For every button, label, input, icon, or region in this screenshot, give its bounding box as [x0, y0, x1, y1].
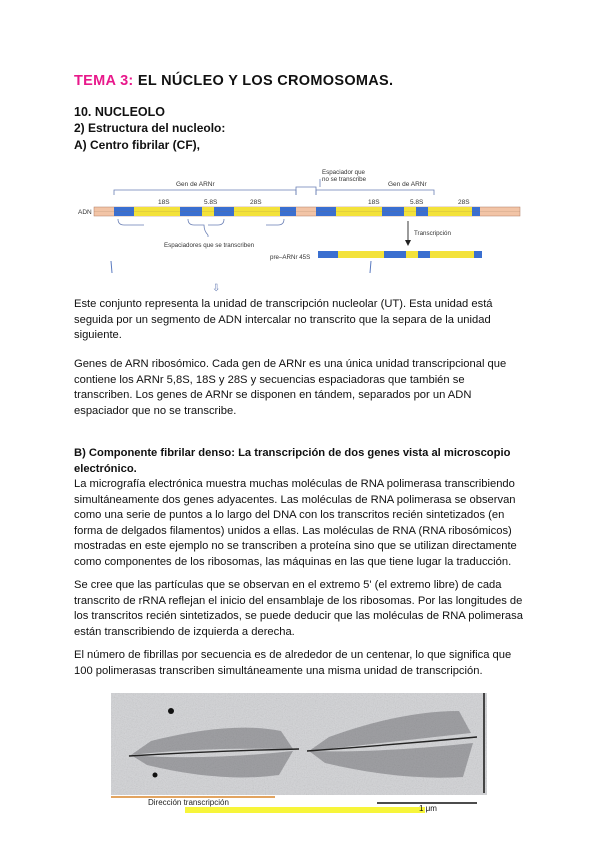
- paragraph-particles: Se cree que las partículas que se observan en el extremo 5' (el extremo libre) de cada transcrito de rRNA reflejan el inicio del ensamblaje de los ribosomas. Por las longitudes de los transcritos recién sintetizados, se puede deducir que las moléculas de RNA polimerasa están transcribiendo de izquierda a derecha.: [74, 579, 523, 638]
- spacer-label-2: no se transcribe: [322, 176, 367, 183]
- stray-mark-left: [111, 261, 112, 273]
- down-arrow-icon: ⇩: [212, 283, 221, 294]
- gene-brace-left: [114, 190, 296, 195]
- particle-dot: [153, 773, 158, 778]
- rrna-gene-diagram: [76, 165, 526, 285]
- label-28s: 28S: [250, 199, 262, 206]
- section-subtitle: 2) Estructura del nucleolo:: [74, 121, 226, 135]
- bottom-brace-right: [266, 219, 284, 225]
- label-58s: 5.8S: [204, 199, 218, 206]
- bottom-brace-mid: [188, 219, 208, 235]
- section-title: 10. NUCLEOLO: [74, 105, 165, 119]
- label-28s-right: 28S: [458, 199, 470, 206]
- electron-micrograph: [111, 693, 487, 813]
- paragraph-arn-genes: Genes de ARN ribosómico. Cada gen de ARNr es una única unidad transcripcional que contiene los ARNr 5,8S, 18S y 28S y secuencias espaciadoras que también se transcriben. Los genes de ARNr se disponen en tándem, separados por un ADN espaciador que no se transcribe.: [74, 358, 507, 417]
- particle-dot: [168, 708, 174, 714]
- spacer-label-1: Espaciador que: [322, 169, 365, 176]
- adn-label: ADN: [78, 209, 92, 216]
- label-18s: 18S: [158, 199, 170, 206]
- dna-strand: [94, 207, 520, 216]
- paragraph-ut: Este conjunto representa la unidad de transcripción nucleolar (UT). Esta unidad está seguida por un segmento de ADN intercalar no transcrito que la separa de la unidad siguiente.: [74, 298, 493, 342]
- page-title: [74, 73, 393, 89]
- gene-brace-right: [316, 190, 434, 195]
- tema-title: EL NÚCLEO Y LOS CROMOSOMAS.: [137, 73, 394, 89]
- direction-label: Dirección transcripción: [148, 798, 229, 807]
- scale-label: 1 μm: [419, 804, 437, 813]
- stray-mark-right: [370, 261, 371, 273]
- part-b-heading: B) Componente fibrilar denso: La transcripción de dos genes vista al microscopio electrónico.: [74, 447, 511, 475]
- tema-label: TEMA 3:: [74, 73, 134, 89]
- part-a-heading: A) Centro fibrilar (CF),: [74, 138, 200, 152]
- pre-arnr-label: pre–ARNr 45S: [270, 254, 311, 261]
- bottom-brace-mid2: [208, 219, 224, 225]
- paragraph-fibrils: El número de fibrillas por secuencia es de alrededor de un centenar, lo que significa que 100 polimerasas transcriben simultáneamente una misma unidad de transcripción.: [74, 649, 512, 677]
- transcription-label: Transcripción: [414, 230, 451, 237]
- spacer-brace: [296, 187, 316, 195]
- highlight-strip: [185, 807, 425, 813]
- transcribed-spacers-label: Espaciadores que se transcriben: [164, 242, 255, 249]
- label-18s-right: 18S: [368, 199, 380, 206]
- pre-rrna-strand: [318, 251, 482, 258]
- gene-label-left: Gen de ARNr: [176, 181, 215, 188]
- label-58s-right: 5.8S: [410, 199, 424, 206]
- bottom-brace-left: [118, 219, 144, 225]
- paragraph-micrograph: La micrografía electrónica muestra muchas moléculas de RNA polimerasa transcribiendo simultáneamente dos genes adyacentes. Las moléculas de RNA polimerasa se observan como una serie de puntos a lo largo del DNA con los transcritos recién sintetizados (en forma de delgados filamentos) unidos a ellas. Las moléculas de RNA (RNA ribosómicos) mostradas en este ejemplo no se transcriben a proteína sino que se utilizan directamente como componentes de los ribosomas, las máquinas en las que tiene lugar la traducción.: [74, 478, 517, 568]
- gene-label-right: Gen de ARNr: [388, 181, 427, 188]
